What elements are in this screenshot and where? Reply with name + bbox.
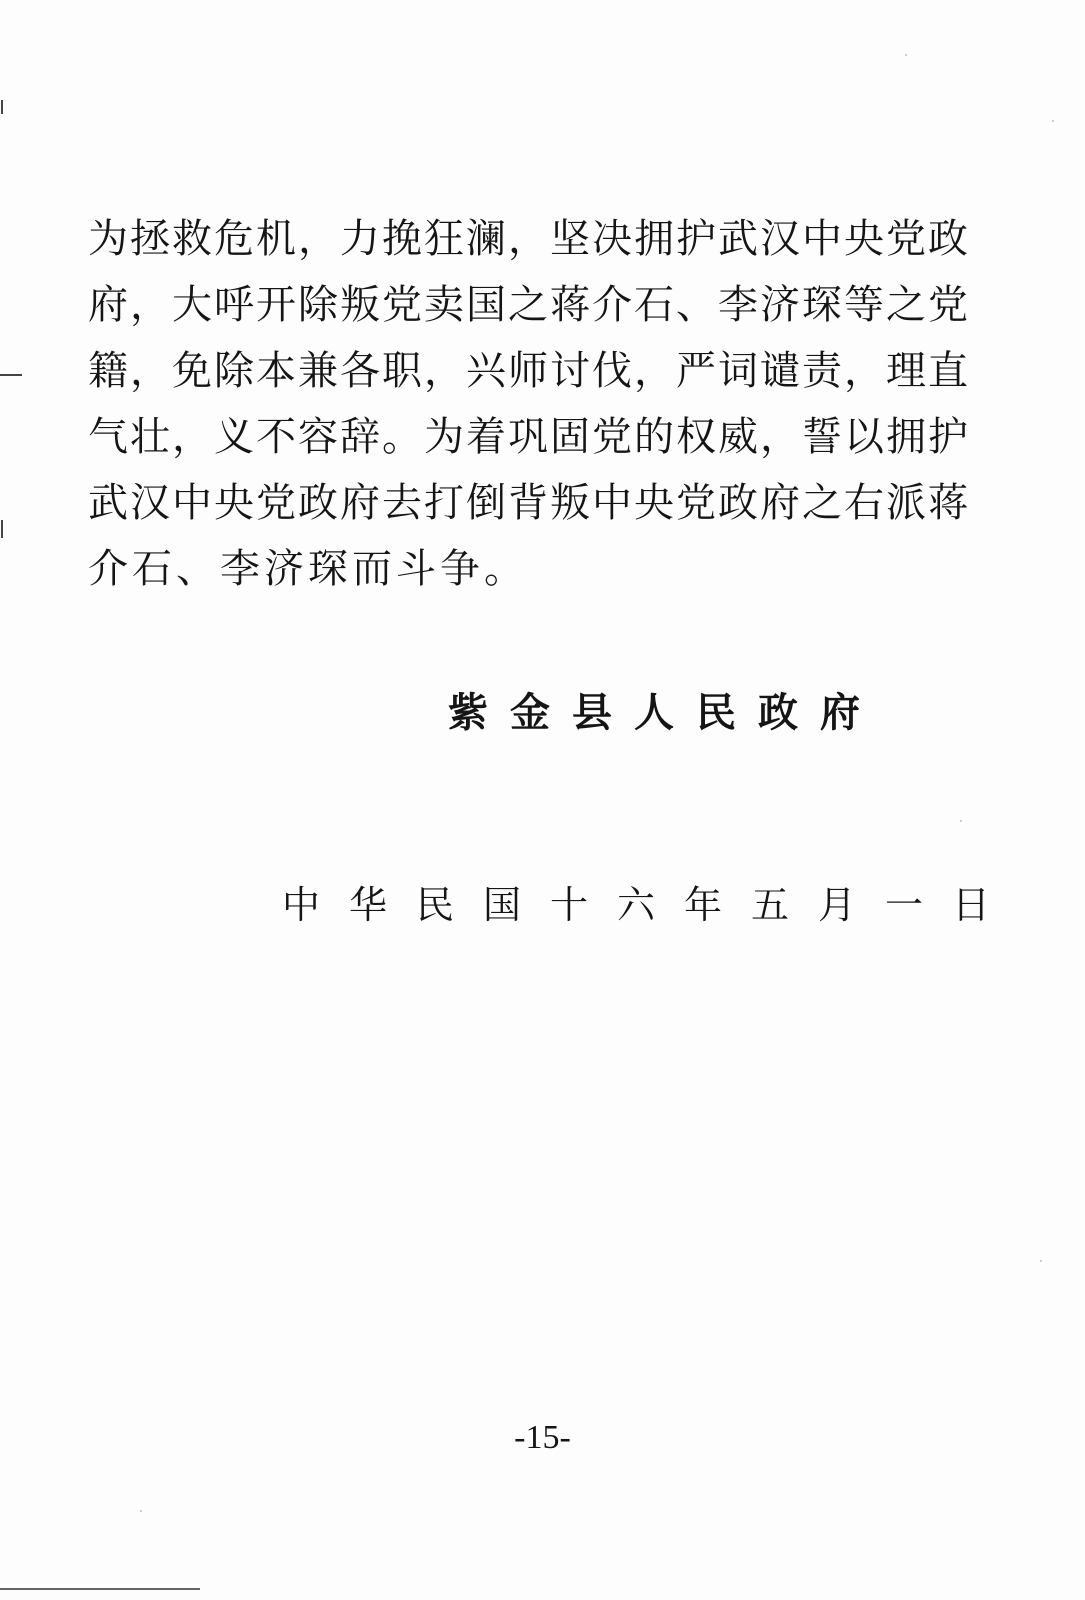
- scan-speckle: [960, 820, 962, 822]
- body-line: 介石、李济琛而斗争。: [88, 546, 528, 592]
- page-number: -15-: [514, 1419, 571, 1456]
- scan-edge-mark: [1, 520, 3, 538]
- scan-speckle: [140, 1510, 142, 1512]
- body-paragraph: [88, 206, 970, 602]
- body-line: 籍，免除本兼各职，兴师讨伐，严词谴责，理直: [88, 348, 970, 394]
- scan-bottom-rule: [0, 1588, 200, 1590]
- scan-edge-mark: [1, 100, 3, 114]
- document-date: 中华民国十六年五月一日: [282, 883, 1020, 927]
- body-line: 府，大呼开除叛党卖国之蒋介石、李济琛等之党: [88, 282, 970, 328]
- body-line: 气壮，义不容辞。为着巩固党的权威，誓以拥护: [88, 414, 970, 460]
- scan-speckle: [1052, 120, 1054, 122]
- body-line: 为拯救危机，力挽狂澜，坚决拥护武汉中央党政: [88, 216, 970, 262]
- scan-edge-mark: [0, 374, 22, 376]
- scan-speckle: [905, 54, 907, 56]
- signatory: 紫金县人民政府: [448, 690, 882, 736]
- body-line: 武汉中央党政府去打倒背叛中央党政府之右派蒋: [88, 480, 970, 526]
- scan-speckle: [1040, 1260, 1042, 1262]
